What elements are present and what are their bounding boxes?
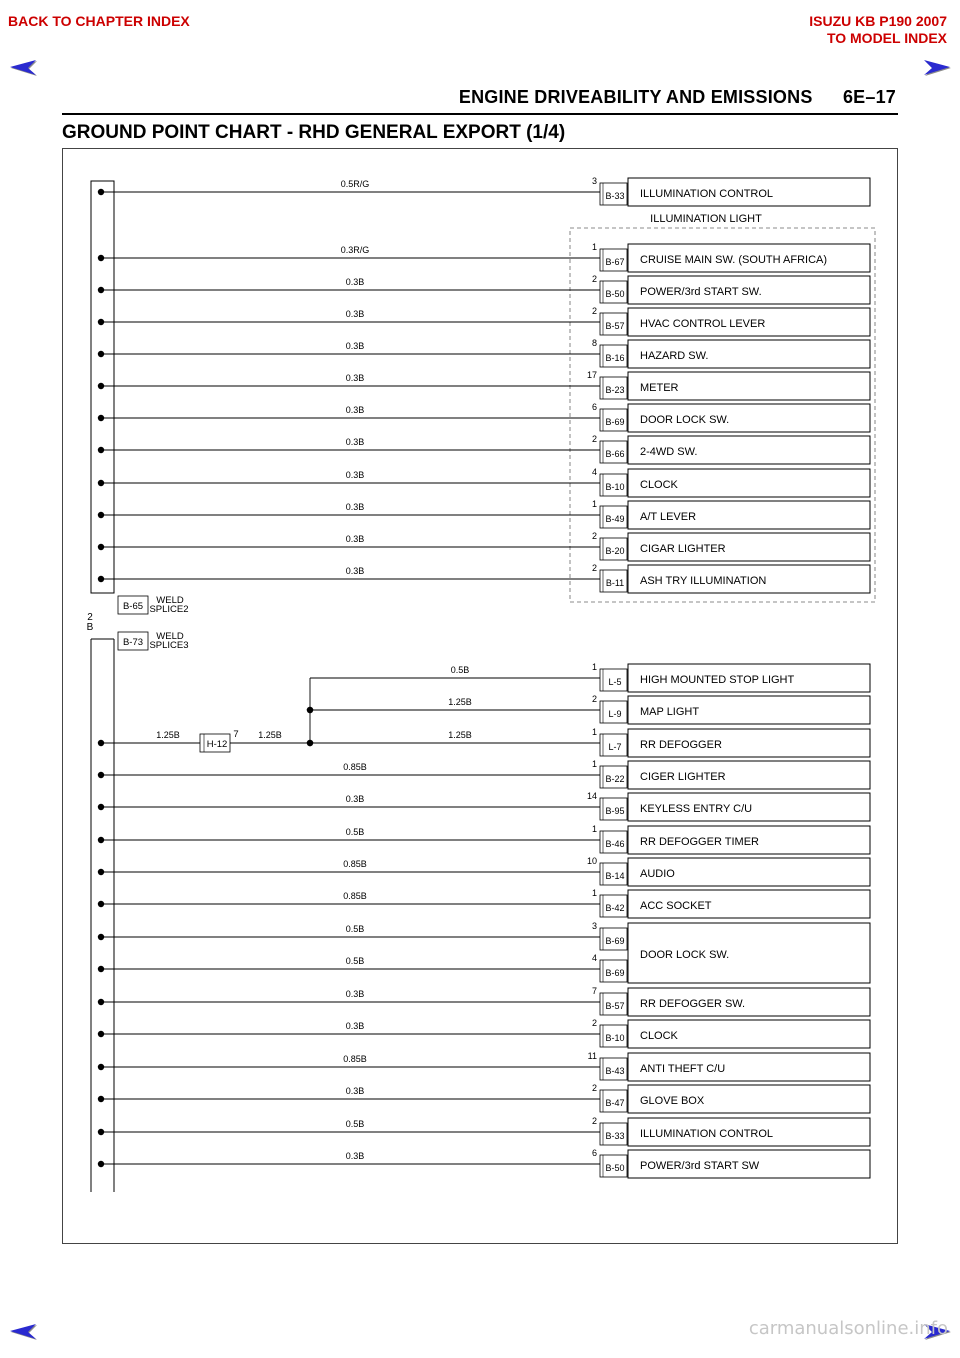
lower-row-13-wire-label: 0.3B xyxy=(345,1151,365,1161)
upper-row-11-pin-label: 2 xyxy=(591,531,597,541)
lower-row-8-pin-label: 7 xyxy=(591,986,597,996)
upper-row-7-pin-label: 6 xyxy=(591,402,597,412)
lower-row-1-ground-dot xyxy=(98,772,104,778)
upper-row-11-ground-dot xyxy=(98,544,104,550)
h12-row-1-connector-code: L-5 xyxy=(608,677,622,687)
lower-row-11-ground-dot xyxy=(98,1096,104,1102)
lower-row-12-connector-code: B-33 xyxy=(605,1131,625,1141)
lower-row-8-ground-dot xyxy=(98,999,104,1005)
upper-row-12-pin-label: 2 xyxy=(591,563,597,573)
h12-row-3-connector-code: L-7 xyxy=(608,742,622,752)
lower-row-8-device-name: RR DEFOGGER SW. xyxy=(640,998,746,1010)
illumination-light-group-label: ILLUMINATION LIGHT xyxy=(650,213,762,225)
upper-row-10-wire-label: 0.3B xyxy=(345,502,365,512)
lower-row-3-wire-label: 0.5B xyxy=(345,827,365,837)
lower-row-12-pin-label: 2 xyxy=(591,1116,597,1126)
lower-row-10-connector-code: B-43 xyxy=(605,1066,625,1076)
lower-row-3-ground-dot xyxy=(98,837,104,843)
upper-row-12-connector-code: B-11 xyxy=(605,578,625,588)
lower-row-6-ground-dot xyxy=(98,934,104,940)
upper-row-12-wire-label: 0.3B xyxy=(345,566,365,576)
chart-title: GROUND POINT CHART - RHD GENERAL EXPORT (1/4) xyxy=(62,122,566,143)
h12-row-1-pin-label: 1 xyxy=(591,662,597,672)
lower-row-8-connector-code: B-57 xyxy=(605,1001,625,1011)
upper-row-9-pin-label: 4 xyxy=(591,467,597,477)
splice-wire-label: B xyxy=(86,622,94,633)
upper-row-11-wire-label: 0.3B xyxy=(345,534,365,544)
lower-row-12-ground-dot xyxy=(98,1129,104,1135)
upper-row-2-connector-code: B-67 xyxy=(605,257,625,267)
lower-row-7-pin-label: 4 xyxy=(591,953,597,963)
h12-row-3-pin-label: 1 xyxy=(591,727,597,737)
upper-row-7-wire-label: 0.3B xyxy=(345,405,365,415)
upper-row-12-ground-dot xyxy=(98,576,104,582)
upper-row-6-device-name: METER xyxy=(640,382,679,394)
model-name-text: ISUZU KB P190 2007 xyxy=(809,13,947,29)
upper-row-10-connector-code: B-49 xyxy=(605,514,625,524)
h12-junction-dot-upper xyxy=(307,707,313,713)
upper-row-3-pin-label: 2 xyxy=(591,274,597,284)
upper-row-4-ground-dot xyxy=(98,319,104,325)
lower-row-2-ground-dot xyxy=(98,804,104,810)
upper-row-12-device-name: ASH TRY ILLUMINATION xyxy=(640,575,767,587)
h12-row-2-pin-label: 2 xyxy=(591,694,597,704)
lower-row-6-device-name: DOOR LOCK SW. xyxy=(640,949,730,961)
lower-row-7-wire-label: 0.5B xyxy=(345,956,365,966)
lower-row-9-pin-label: 2 xyxy=(591,1018,597,1028)
upper-row-4-wire-label: 0.3B xyxy=(345,309,365,319)
upper-row-3-wire-label: 0.3B xyxy=(345,277,365,287)
lower-row-10-device-name: ANTI THEFT C/U xyxy=(640,1063,726,1075)
upper-row-1-pin-label: 3 xyxy=(591,176,597,186)
back-to-chapter-index-link[interactable]: BACK TO CHAPTER INDEX xyxy=(8,13,190,29)
page-number: 6E–17 xyxy=(842,87,896,107)
lower-row-9-wire-label: 0.3B xyxy=(345,1021,365,1031)
upper-row-9-connector-code: B-10 xyxy=(605,482,625,492)
lower-row-3-device-name: RR DEFOGGER TIMER xyxy=(640,836,759,848)
upper-row-2-ground-dot xyxy=(98,255,104,261)
lower-row-13-device-name: POWER/3rd START SW xyxy=(640,1160,760,1172)
upper-row-4-device-name: HVAC CONTROL LEVER xyxy=(640,318,766,330)
upper-row-3-device-name: POWER/3rd START SW. xyxy=(640,286,762,298)
h12-connector-code: H-12 xyxy=(206,739,228,750)
upper-row-5-ground-dot xyxy=(98,351,104,357)
lower-row-4-pin-label: 10 xyxy=(586,856,597,866)
h12-row-2-wire-label: 1.25B xyxy=(448,697,472,707)
upper-row-8-wire-label: 0.3B xyxy=(345,437,365,447)
splice-pin-label: 2 xyxy=(87,612,93,623)
upper-row-6-connector-code: B-23 xyxy=(605,385,625,395)
lower-row-5-device-name: ACC SOCKET xyxy=(640,900,712,912)
upper-row-8-ground-dot xyxy=(98,447,104,453)
lower-row-13-pin-label: 6 xyxy=(591,1148,597,1158)
lower-row-9-device-name: CLOCK xyxy=(640,1030,678,1042)
lower-row-11-pin-label: 2 xyxy=(591,1083,597,1093)
lower-row-6-pin-label: 3 xyxy=(591,921,597,931)
upper-row-2-pin-label: 1 xyxy=(591,242,597,252)
upper-row-11-device-name: CIGAR LIGHTER xyxy=(640,543,726,555)
splice2-weld-label: WELD xyxy=(156,595,184,606)
upper-row-2-device-name: CRUISE MAIN SW. (SOUTH AFRICA) xyxy=(640,254,828,266)
lower-row-11-device-name: GLOVE BOX xyxy=(640,1095,705,1107)
h12-row-1-wire-label: 0.5B xyxy=(450,665,470,675)
upper-row-6-ground-dot xyxy=(98,383,104,389)
upper-row-1-connector-code: B-33 xyxy=(605,191,625,201)
lower-row-12-device-name: ILLUMINATION CONTROL xyxy=(640,1128,774,1140)
upper-row-6-wire-label: 0.3B xyxy=(345,373,365,383)
lower-row-2-device-name: KEYLESS ENTRY C/U xyxy=(640,803,753,815)
upper-row-3-ground-dot xyxy=(98,287,104,293)
lower-row-12-wire-label: 0.5B xyxy=(345,1119,365,1129)
lower-row-9-ground-dot xyxy=(98,1031,104,1037)
lower-row-4-device-name: AUDIO xyxy=(640,868,675,880)
h12-row-2-device-name: MAP LIGHT xyxy=(640,706,700,718)
lower-row-10-wire-label: 0.85B xyxy=(343,1054,367,1064)
lower-row-2-connector-code: B-95 xyxy=(605,806,625,816)
lower-row-4-ground-dot xyxy=(98,869,104,875)
lower-row-7-ground-dot xyxy=(98,966,104,972)
lower-row-5-wire-label: 0.85B xyxy=(343,891,367,901)
lower-row-4-wire-label: 0.85B xyxy=(343,859,367,869)
h12-row-3-wire-label: 1.25B xyxy=(448,730,472,740)
lower-row-5-pin-label: 1 xyxy=(591,888,597,898)
section-title: ENGINE DRIVEABILITY AND EMISSIONS xyxy=(458,87,813,107)
splice2-code: B-65 xyxy=(122,601,144,612)
upper-row-1-device-name: ILLUMINATION CONTROL xyxy=(640,188,774,200)
h12-row-3-device-name: RR DEFOGGER xyxy=(640,739,722,751)
upper-row-2-wire-label: 0.3R/G xyxy=(340,245,370,255)
lower-row-8-wire-label: 0.3B xyxy=(345,989,365,999)
lower-row-3-connector-code: B-46 xyxy=(605,839,625,849)
upper-row-8-device-name: 2-4WD SW. xyxy=(640,446,698,458)
upper-row-6-pin-label: 17 xyxy=(586,370,597,380)
splice2-name-label: SPLICE2 xyxy=(149,604,189,615)
h12-junction-dot-lower xyxy=(307,740,313,746)
splice3-name-label: SPLICE3 xyxy=(149,640,189,651)
lower-row-9-connector-code: B-10 xyxy=(605,1033,625,1043)
model-index-text: TO MODEL INDEX xyxy=(826,30,947,46)
lower-row-3-pin-label: 1 xyxy=(591,824,597,834)
upper-row-9-wire-label: 0.3B xyxy=(345,470,365,480)
lower-row-11-connector-code: B-47 xyxy=(605,1098,625,1108)
h12-wire-in-label: 1.25B xyxy=(156,730,180,740)
lower-row-1-wire-label: 0.85B xyxy=(343,762,367,772)
lower-row-1-pin-label: 1 xyxy=(591,759,597,769)
lower-row-5-ground-dot xyxy=(98,901,104,907)
h12-input-ground-dot xyxy=(98,740,104,746)
lower-row-10-pin-label: 11 xyxy=(587,1051,597,1061)
upper-row-9-ground-dot xyxy=(98,480,104,486)
lower-row-4-connector-code: B-14 xyxy=(605,871,625,881)
upper-row-5-wire-label: 0.3B xyxy=(345,341,365,351)
splice3-weld-label: WELD xyxy=(156,631,184,642)
lower-row-7-connector-code: B-69 xyxy=(605,968,625,978)
splice3-code: B-73 xyxy=(122,637,144,648)
lower-row-1-device-name: CIGER LIGHTER xyxy=(640,771,726,783)
upper-row-10-pin-label: 1 xyxy=(591,499,597,509)
h12-pin-label: 7 xyxy=(233,729,239,740)
lower-row-2-wire-label: 0.3B xyxy=(345,794,365,804)
h12-row-1-device-name: HIGH MOUNTED STOP LIGHT xyxy=(640,674,795,686)
upper-row-5-pin-label: 8 xyxy=(591,338,597,348)
lower-ground-bus-bg xyxy=(91,639,114,1199)
upper-row-7-connector-code: B-69 xyxy=(605,417,625,427)
h12-row-2-connector-code: L-9 xyxy=(608,709,622,719)
upper-row-7-ground-dot xyxy=(98,415,104,421)
upper-row-5-connector-code: B-16 xyxy=(605,353,625,363)
upper-row-4-pin-label: 2 xyxy=(591,306,597,316)
watermark-text: carmanualsonline.info xyxy=(748,1318,948,1339)
lower-row-6-wire-label: 0.5B xyxy=(345,924,365,934)
upper-row-8-pin-label: 2 xyxy=(591,434,597,444)
upper-row-5-device-name: HAZARD SW. xyxy=(640,350,709,362)
lower-row-13-connector-code: B-50 xyxy=(605,1163,625,1173)
upper-row-10-device-name: A/T LEVER xyxy=(640,511,697,523)
lower-row-10-ground-dot xyxy=(98,1064,104,1070)
upper-row-9-device-name: CLOCK xyxy=(640,479,678,491)
upper-row-11-connector-code: B-20 xyxy=(605,546,625,556)
lower-row-1-connector-code: B-22 xyxy=(605,774,625,784)
upper-row-10-ground-dot xyxy=(98,512,104,518)
upper-row-7-device-name: DOOR LOCK SW. xyxy=(640,414,730,426)
lower-row-6-connector-code: B-69 xyxy=(605,936,625,946)
h12-wire-out-label: 1.25B xyxy=(258,730,282,740)
upper-row-1-ground-dot xyxy=(98,189,104,195)
upper-row-4-connector-code: B-57 xyxy=(605,321,625,331)
upper-row-8-connector-code: B-66 xyxy=(605,449,625,459)
upper-row-3-connector-code: B-50 xyxy=(605,289,625,299)
lower-row-5-connector-code: B-42 xyxy=(605,903,625,913)
lower-row-2-pin-label: 14 xyxy=(586,791,597,801)
lower-row-13-ground-dot xyxy=(98,1161,104,1167)
lower-row-11-wire-label: 0.3B xyxy=(345,1086,365,1096)
upper-row-1-wire-label: 0.5R/G xyxy=(340,179,370,189)
